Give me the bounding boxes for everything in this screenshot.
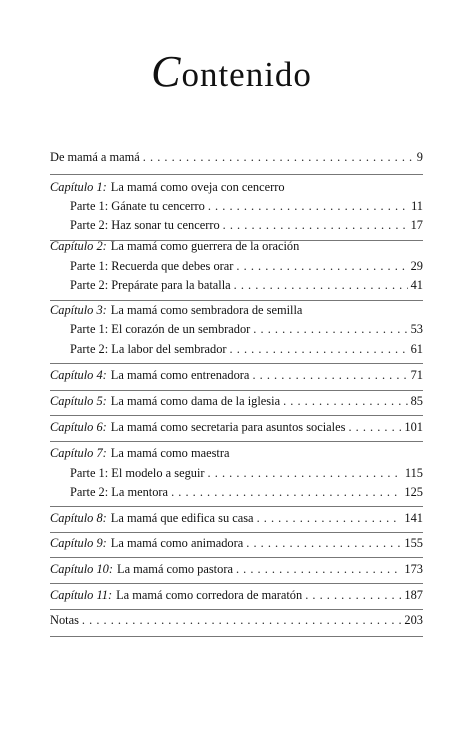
divider: [50, 532, 423, 533]
entry-label: La mamá como pastora: [117, 562, 233, 576]
divider: [50, 300, 423, 301]
entry-page: 125: [404, 485, 423, 499]
chapter-number: Capítulo 7:: [50, 446, 107, 460]
toc-entry-chapter-3[interactable]: [50, 303, 423, 321]
chapter-number: Capítulo 5:: [50, 394, 107, 408]
entry-page: 173: [404, 562, 423, 576]
entry-label: La mamá como oveja con cencerro: [110, 180, 285, 194]
entry-label: La mamá como animadora: [110, 536, 244, 550]
chapter-number: Capítulo 6:: [50, 420, 107, 434]
entry-label: La mamá como dama de la iglesia: [110, 394, 281, 408]
leader-dots: [246, 536, 401, 551]
entry-label: La mamá como sembradora de semilla: [110, 303, 303, 317]
toc-entry-part[interactable]: [70, 485, 423, 503]
divider: [50, 415, 423, 416]
toc-entry-part[interactable]: [70, 278, 423, 296]
toc-entry-part[interactable]: [70, 322, 423, 340]
toc-entry-part[interactable]: [70, 218, 423, 236]
entry-page: 187: [404, 588, 423, 602]
divider: [50, 609, 423, 610]
chapter-number: Capítulo 2:: [50, 239, 107, 253]
leader-dots: [253, 322, 407, 337]
entry-label: De mamá a mamá: [50, 150, 140, 164]
divider: [50, 557, 423, 558]
divider: [50, 174, 423, 175]
toc-entry-chapter-8[interactable]: [50, 511, 423, 529]
entry-label: Parte 2: Haz sonar tu cencerro: [70, 218, 220, 232]
toc-entry-part[interactable]: [70, 342, 423, 360]
toc-entry-part[interactable]: [70, 199, 423, 217]
leader-dots: [234, 278, 408, 293]
leader-dots: [82, 613, 401, 628]
entry-label: Parte 2: La mentora: [70, 485, 169, 499]
entry-page: 41: [410, 278, 423, 292]
toc-entry-chapter-11[interactable]: [50, 588, 423, 606]
entry-label: Parte 2: Prepárate para la batalla: [70, 278, 231, 292]
divider: [50, 636, 423, 637]
entry-label: La mamá como entrenadora: [110, 368, 250, 382]
toc-entry-part[interactable]: [70, 259, 423, 277]
leader-dots: [208, 199, 408, 214]
leader-dots: [236, 562, 401, 577]
entry-page: 53: [410, 322, 423, 336]
leader-dots: [252, 368, 407, 383]
entry-label: La mamá como secretaria para asuntos sociales: [110, 420, 346, 434]
toc-entry-chapter-4[interactable]: [50, 368, 423, 386]
entry-page: 29: [410, 259, 423, 273]
chapter-number: Capítulo 3:: [50, 303, 107, 317]
toc-entry-chapter-9[interactable]: [50, 536, 423, 554]
leader-dots: [305, 588, 401, 603]
entry-page: 11: [411, 199, 423, 213]
leader-dots: [223, 218, 408, 233]
entry-page: 155: [404, 536, 423, 550]
chapter-number: Capítulo 8:: [50, 511, 107, 525]
title-rest: ontenido: [181, 55, 312, 94]
entry-label: La mamá como guerrera de la oración: [110, 239, 300, 253]
page-title: [0, 46, 463, 97]
entry-page: 85: [410, 394, 423, 408]
toc-entry-chapter-2[interactable]: [50, 239, 423, 257]
entry-page: 203: [404, 613, 423, 627]
chapter-number: Capítulo 11:: [50, 588, 113, 602]
entry-page: 17: [410, 218, 423, 232]
leader-dots: [143, 150, 414, 165]
entry-label: Parte 1: Gánate tu cencerro: [70, 199, 205, 213]
toc-entry-notes[interactable]: [50, 613, 423, 631]
leader-dots: [348, 420, 401, 435]
leader-dots: [236, 259, 407, 274]
entry-label: Parte 1: El modelo a seguir: [70, 466, 205, 480]
toc-entry-chapter-7[interactable]: [50, 446, 423, 464]
entry-page: 115: [404, 466, 423, 480]
divider: [50, 390, 423, 391]
entry-page: 9: [416, 150, 423, 164]
title-initial: C: [151, 47, 182, 96]
toc-entry-chapter-5[interactable]: [50, 394, 423, 412]
entry-label: La mamá como corredora de maratón: [116, 588, 303, 602]
chapter-number: Capítulo 1:: [50, 180, 107, 194]
toc-entry-intro[interactable]: [50, 150, 423, 168]
chapter-number: Capítulo 4:: [50, 368, 107, 382]
entry-label: Parte 1: El corazón de un sembrador: [70, 322, 251, 336]
toc-entry-chapter-6[interactable]: [50, 420, 423, 438]
divider: [50, 506, 423, 507]
leader-dots: [208, 466, 402, 481]
entry-label: Parte 1: Recuerda que debes orar: [70, 259, 234, 273]
entry-label: Parte 2: La labor del sembrador: [70, 342, 227, 356]
leader-dots: [257, 511, 402, 526]
divider: [50, 363, 423, 364]
entry-label: La mamá como maestra: [110, 446, 230, 460]
entry-page: 71: [410, 368, 423, 382]
entry-page: 101: [404, 420, 423, 434]
toc-entry-part[interactable]: [70, 466, 423, 484]
entry-page: 61: [410, 342, 423, 356]
leader-dots: [283, 394, 408, 409]
chapter-number: Capítulo 9:: [50, 536, 107, 550]
toc-entry-chapter-1[interactable]: [50, 180, 423, 198]
entry-label: Notas: [50, 613, 79, 627]
divider: [50, 583, 423, 584]
entry-label: La mamá que edifica su casa: [110, 511, 254, 525]
entry-page: 141: [404, 511, 423, 525]
chapter-number: Capítulo 10:: [50, 562, 113, 576]
divider: [50, 441, 423, 442]
leader-dots: [230, 342, 408, 357]
toc-entry-chapter-10[interactable]: [50, 562, 423, 580]
leader-dots: [171, 485, 401, 500]
